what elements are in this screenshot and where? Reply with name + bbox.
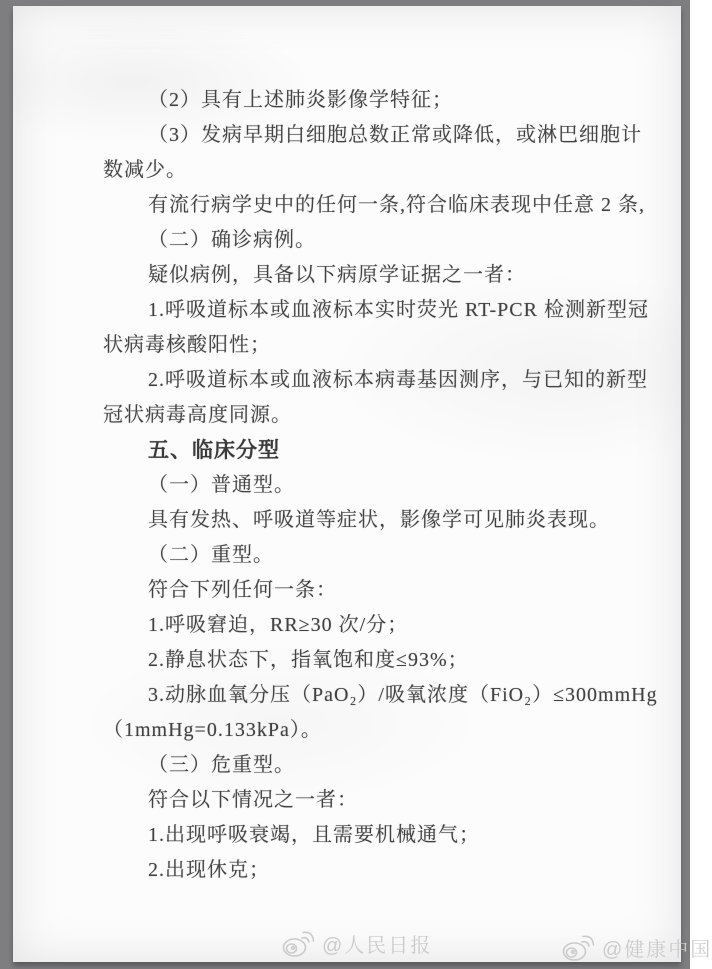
document-line: （一）普通型。 [148, 474, 295, 496]
document-line: 疑似病例，具备以下病原学证据之一者： [148, 264, 526, 286]
document-line: 1.呼吸窘迫，RR≥30 次/分； [148, 614, 409, 636]
weibo-icon [281, 928, 315, 958]
weibo-icon [561, 932, 595, 962]
document-line: 有流行病学史中的任何一条,符合临床表现中任意 2 条, [148, 194, 645, 216]
document-page [13, 6, 712, 962]
document-line: 2.出现休克； [148, 859, 270, 881]
document-line: （二）重型。 [148, 544, 274, 566]
document-line: 3.动脉血氧分压（PaO₂）/吸氧浓度（FiO₂）≤300mmHg [148, 684, 658, 706]
watermark-peoples-daily [281, 928, 432, 958]
document-line: （1mmHg=0.133kPa）。 [103, 719, 322, 741]
document-line: 符合下列任何一条： [148, 579, 337, 601]
section-heading: 五、临床分型 [148, 439, 280, 462]
document-line: 2.静息状态下，指氧饱和度≤93%； [148, 649, 469, 671]
document-line: 2.呼吸道标本或血液标本病毒基因测序，与已知的新型 [148, 369, 648, 391]
document-body [103, 83, 661, 888]
document-line: 符合以下情况之一者： [148, 789, 358, 811]
watermark-health-china [561, 932, 712, 962]
watermark-handle: @健康中国 [602, 938, 712, 961]
document-line: （二）确诊病例。 [148, 229, 316, 251]
document-line: 状病毒核酸阳性； [103, 334, 271, 356]
document-line: 数减少。 [103, 159, 187, 181]
document-line: 具有发热、呼吸道等症状，影像学可见肺炎表现。 [148, 509, 610, 531]
document-line: 冠状病毒高度同源。 [103, 404, 292, 426]
document-line: 1.呼吸道标本或血液标本实时荧光 RT-PCR 检测新型冠 [148, 299, 649, 321]
document-line: （三）危重型。 [148, 754, 295, 776]
document-line: （2）具有上述肺炎影像学特征； [148, 89, 453, 111]
watermark-handle: @人民日报 [322, 934, 433, 957]
document-line: （3）发病早期白细胞总数正常或降低，或淋巴细胞计 [148, 124, 642, 146]
document-line: 1.出现呼吸衰竭，且需要机械通气； [148, 824, 480, 846]
